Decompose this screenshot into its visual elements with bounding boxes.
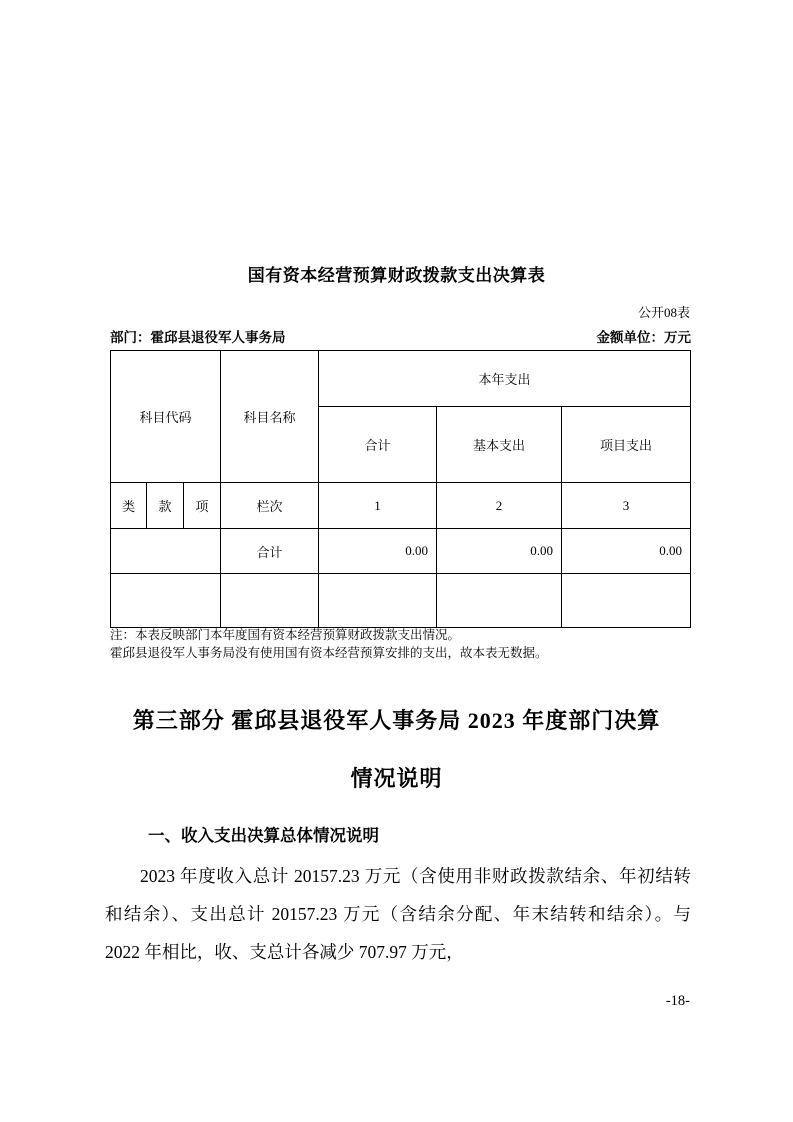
note-line-2: 霍邱县退役军人事务局没有使用国有资本经营预算安排的支出，故本表无数据。 bbox=[110, 646, 548, 660]
table-row-total bbox=[111, 529, 691, 574]
subsection-heading: 一、收入支出决算总体情况说明 bbox=[148, 827, 379, 845]
th-col-3: 3 bbox=[562, 483, 691, 529]
th-section: 款 bbox=[147, 483, 184, 529]
th-basic-expenditure: 基本支出 bbox=[437, 407, 562, 483]
part-three-title-line1: 第三部分 霍邱县退役军人事务局 2023 年度部门决算 bbox=[132, 708, 661, 733]
unit-label: 金额单位：万元 bbox=[596, 330, 691, 345]
cell-row1-total bbox=[319, 574, 437, 628]
cell-row1-name bbox=[221, 574, 319, 628]
note-line-1: 注：本表反映部门本年度国有资本经营预算财政拨款支出情况。 bbox=[110, 628, 461, 642]
table-code-label: 公开08表 bbox=[637, 305, 690, 320]
th-project-expenditure: 项目支出 bbox=[562, 407, 691, 483]
table-title: 国有资本经营预算财政拨款支出决算表 bbox=[247, 266, 546, 285]
th-category: 类 bbox=[111, 483, 147, 529]
cell-row0-total: 0.00 bbox=[319, 529, 437, 574]
cell-row0-project: 0.00 bbox=[562, 529, 691, 574]
th-current-year-expenditure: 本年支出 bbox=[319, 351, 691, 407]
table-meta-row bbox=[110, 326, 691, 346]
th-subject-code: 科目代码 bbox=[111, 351, 221, 483]
table-colnum-row bbox=[111, 483, 691, 529]
th-subject-name: 科目名称 bbox=[221, 351, 319, 483]
th-total: 合计 bbox=[319, 407, 437, 483]
part-three-title-line2: 情况说明 bbox=[350, 766, 443, 791]
table-header-row-1 bbox=[111, 351, 691, 407]
th-col-2: 2 bbox=[437, 483, 562, 529]
cell-row0-code bbox=[111, 529, 221, 574]
table-row-empty bbox=[111, 574, 691, 628]
page-number: -18- bbox=[665, 993, 690, 1009]
cell-row1-code bbox=[111, 574, 221, 628]
th-col-1: 1 bbox=[319, 483, 437, 529]
cell-row1-basic bbox=[437, 574, 562, 628]
body-paragraph: 2023 年度收入总计 20157.23 万元（含使用非财政拨款结余、年初结转和结余）、支出总计 20157.23 万元（含结余分配、年末结转和结余）。与 2022 年相比，收、支总计各减少 707.97 万元， bbox=[105, 866, 691, 962]
th-item: 项 bbox=[184, 483, 221, 529]
department-label: 部门：霍邱县退役军人事务局 bbox=[110, 330, 286, 345]
table-notes bbox=[110, 626, 691, 662]
cell-row1-project bbox=[562, 574, 691, 628]
cell-row0-basic: 0.00 bbox=[437, 529, 562, 574]
cell-row0-name: 合计 bbox=[221, 529, 319, 574]
expenditure-table bbox=[110, 350, 691, 628]
th-colnum-label: 栏次 bbox=[221, 483, 319, 529]
